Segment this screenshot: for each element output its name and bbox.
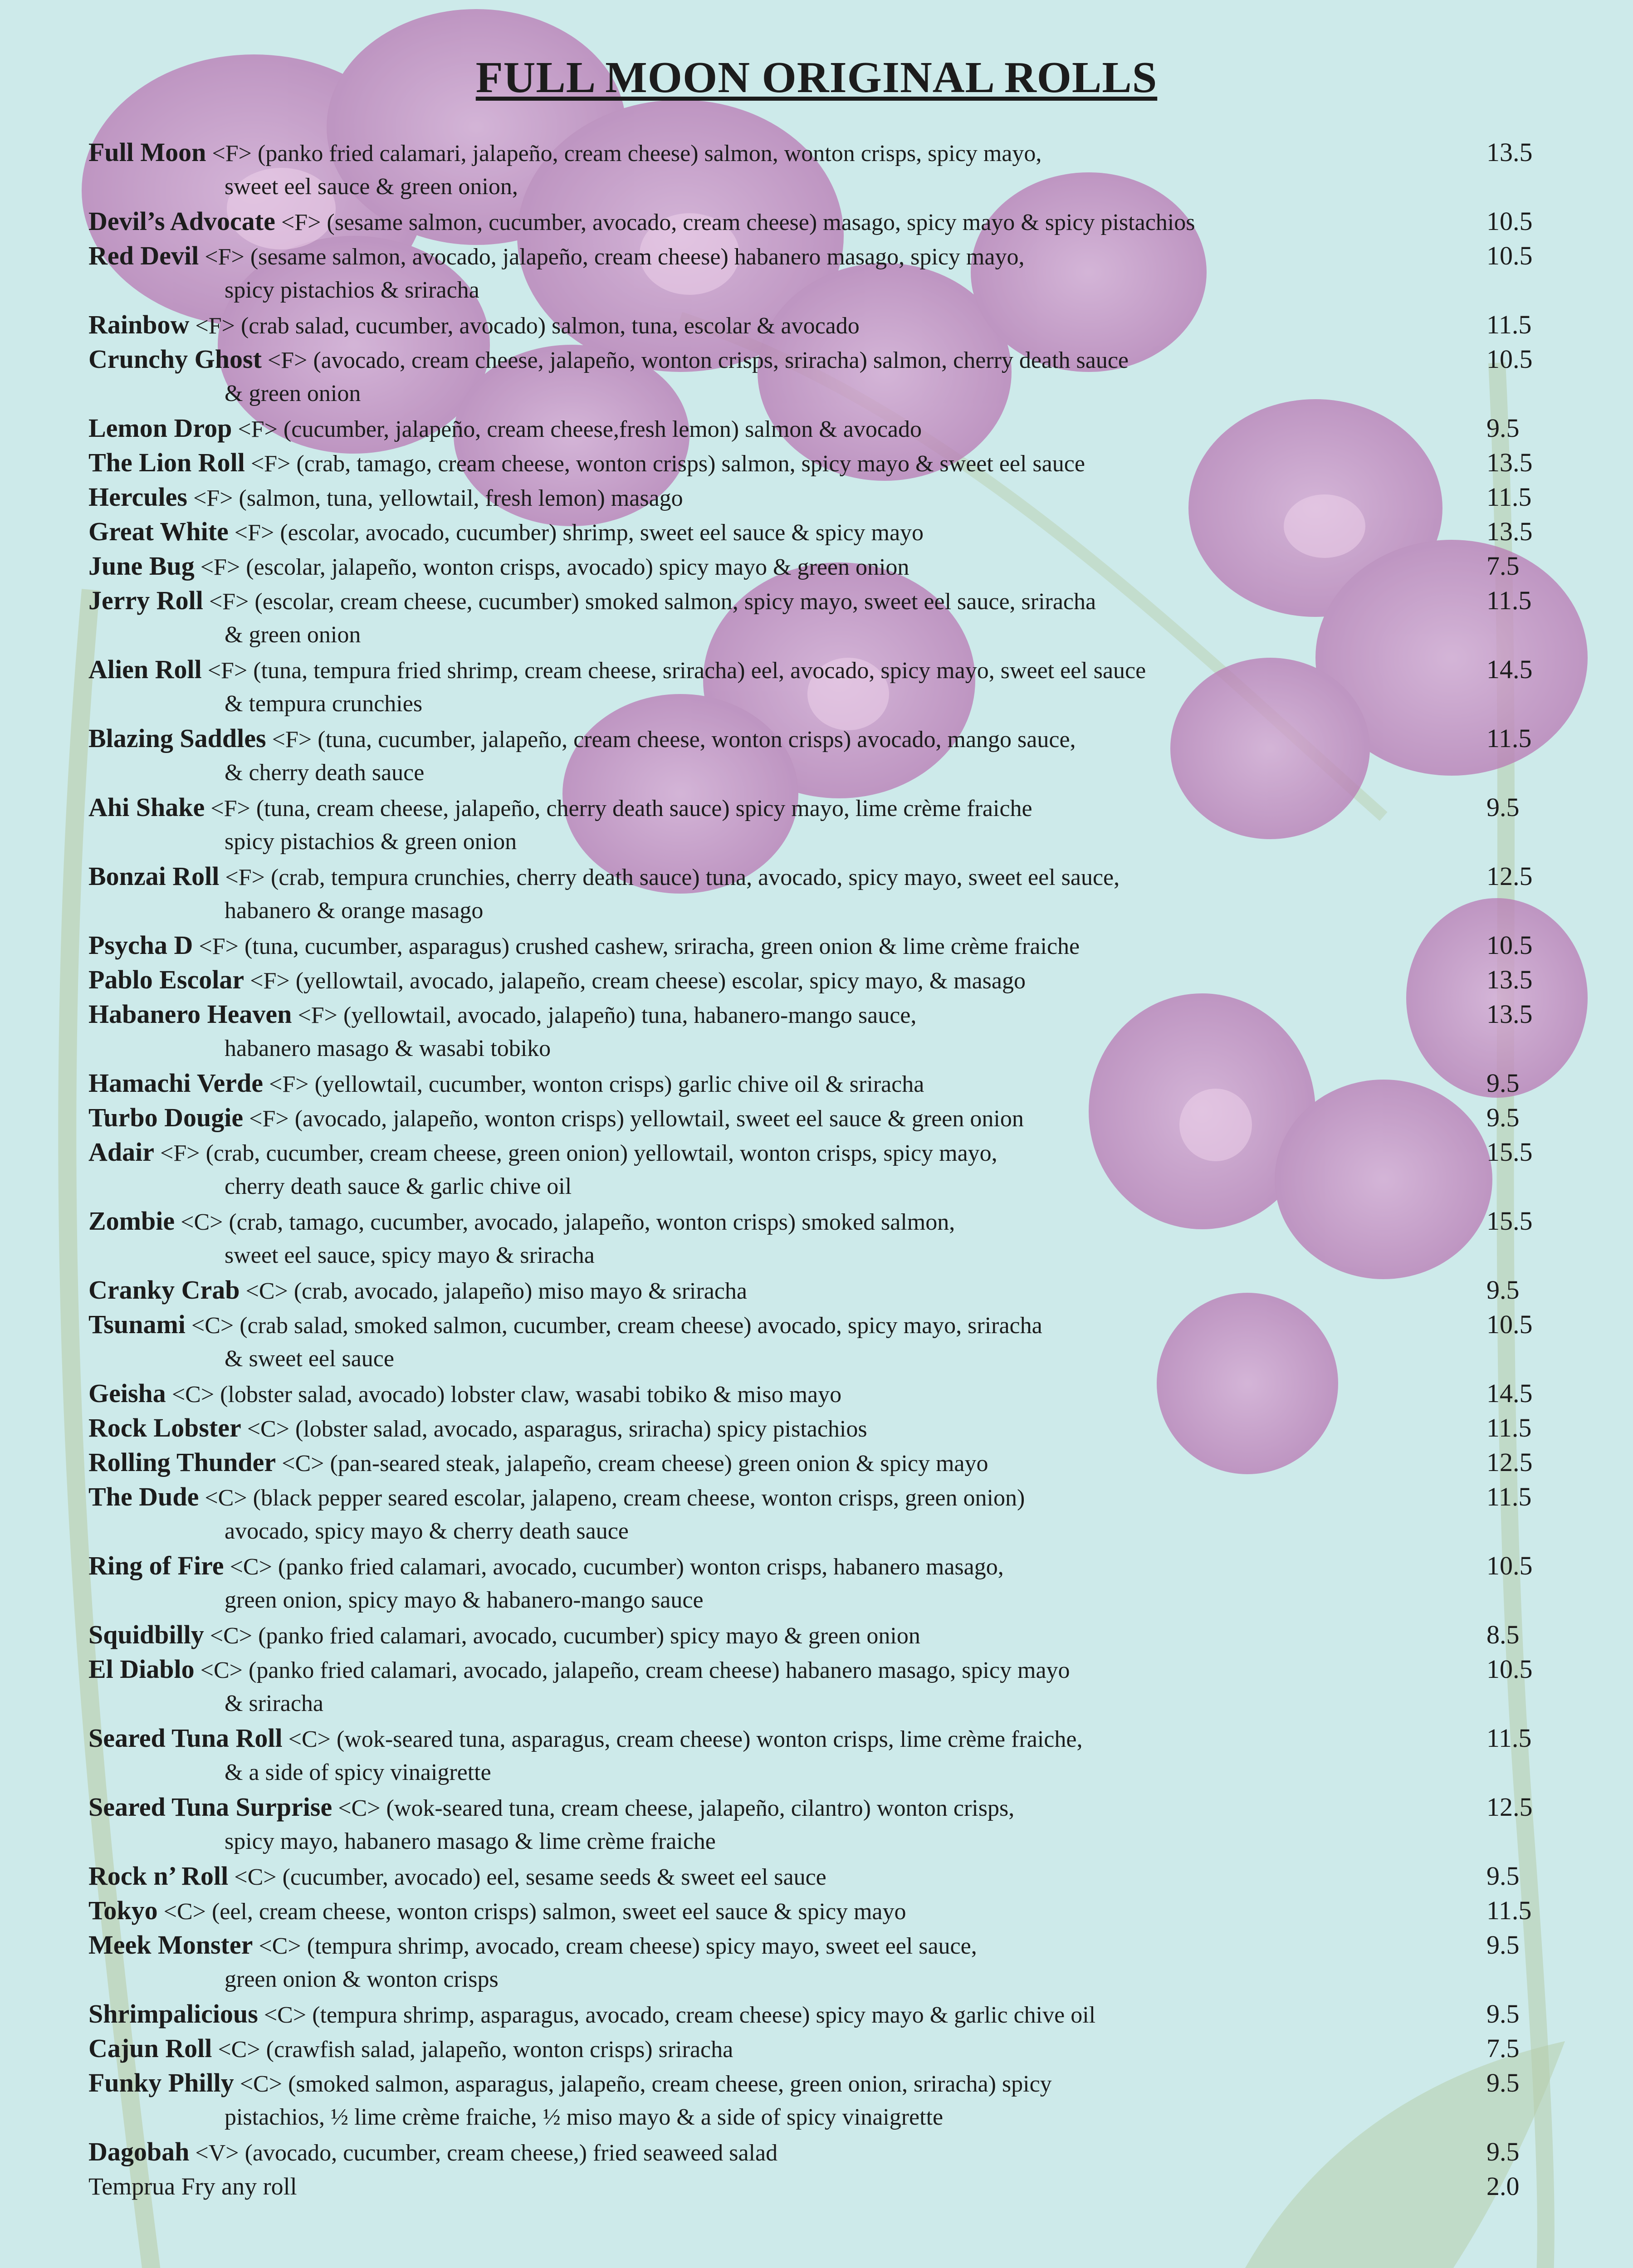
menu-item-line (88, 1721, 1558, 1755)
roll-description-continued: & sweet eel sauce (225, 1346, 394, 1372)
roll-description: <C> (crab salad, smoked salmon, cucumber, cream cheese) avocado, spicy mayo, sriracha (191, 1313, 1042, 1339)
roll-price: 15.5 (1486, 1206, 1533, 1236)
menu-item (88, 1721, 1558, 1790)
tempura-fry-price: 2.0 (1486, 2171, 1520, 2201)
menu-item-line (88, 1893, 1558, 1928)
menu-item (88, 1652, 1558, 1721)
menu-item-line (88, 1928, 1558, 1962)
roll-price: 9.5 (1486, 1861, 1520, 1891)
roll-price: 12.5 (1486, 1792, 1533, 1822)
menu-item (88, 1790, 1558, 1859)
roll-name: Turbo Dougie (88, 1103, 244, 1132)
menu-item (88, 1376, 1558, 1411)
roll-description: <F> (escolar, jalapeño, wonton crisps, avocado) spicy mayo & green onion (200, 554, 909, 580)
roll-name: Full Moon (88, 137, 206, 167)
roll-description-continued: & green onion (225, 622, 361, 648)
roll-price: 10.5 (1486, 241, 1533, 270)
roll-price: 11.5 (1486, 310, 1532, 339)
roll-description: <C> (tempura shrimp, asparagus, avocado, cream cheese) spicy mayo & garlic chive oil (264, 2002, 1096, 2028)
menu-item (88, 2031, 1558, 2066)
roll-description: <F> (panko fried calamari, jalapeño, cream cheese) salmon, wonton crisps, spicy mayo, (212, 141, 1042, 166)
roll-description-continued: green onion, spicy mayo & habanero-mango sauce (225, 1587, 704, 1613)
roll-name: Jerry Roll (88, 586, 203, 615)
roll-name: Shrimpalicious (88, 1999, 258, 2028)
menu-item-line (88, 928, 1558, 963)
roll-description: <C> (black pepper seared escolar, jalapeno, cream cheese, wonton crisps, green onion) (205, 1485, 1025, 1511)
roll-description: <C> (lobster salad, avocado, asparagus, sriracha) spicy pistachios (247, 1416, 867, 1442)
menu-item-line (88, 2066, 1558, 2100)
roll-description-continued: sweet eel sauce, spicy mayo & sriracha (225, 1242, 595, 1268)
menu-item-line (88, 1997, 1558, 2031)
roll-price: 12.5 (1486, 861, 1533, 891)
menu-item (88, 445, 1558, 480)
roll-description-continued: pistachios, ½ lime crème fraiche, ½ miso mayo & a side of spicy vinaigrette (225, 2104, 944, 2130)
roll-name: Seared Tuna Roll (88, 1723, 283, 1753)
roll-description: <F> (avocado, jalapeño, wonton crisps) yellowtail, sweet eel sauce & green onion (249, 1106, 1024, 1132)
roll-name: El Diablo (88, 1654, 195, 1684)
menu-item-line (88, 721, 1558, 756)
menu-item-line (88, 1307, 1558, 1342)
roll-name: Rock Lobster (88, 1413, 241, 1442)
roll-name: Red Devil (88, 241, 199, 270)
menu-item-line (88, 1480, 1558, 1514)
roll-description: <F> (yellowtail, avocado, jalapeño, cream cheese) escolar, spicy mayo, & masago (250, 968, 1026, 994)
roll-name: Hamachi Verde (88, 1068, 264, 1098)
roll-price: 9.5 (1486, 2068, 1520, 2097)
roll-price: 13.5 (1486, 448, 1533, 477)
roll-name: Habanero Heaven (88, 999, 292, 1029)
roll-price: 9.5 (1486, 1103, 1520, 1132)
roll-price: 10.5 (1486, 344, 1533, 374)
menu-item (88, 239, 1558, 308)
menu-item-line (88, 652, 1558, 687)
roll-description-continued: spicy mayo, habanero masago & lime crème fraiche (225, 1828, 716, 1854)
tempura-fry-label: Temprua Fry (88, 2173, 215, 2200)
menu-item-line (88, 1790, 1558, 1824)
roll-description: <V> (avocado, cucumber, cream cheese,) fried seaweed salad (195, 2140, 778, 2166)
menu-item-line (88, 1273, 1558, 1307)
roll-price: 11.5 (1486, 586, 1532, 615)
roll-name: Rock n’ Roll (88, 1861, 229, 1891)
menu-item (88, 1445, 1558, 1480)
roll-description: <F> (crab, tempura crunchies, cherry death sauce) tuna, avocado, spicy mayo, sweet eel sauce, (225, 865, 1120, 890)
roll-name: Blazing Saddles (88, 723, 266, 753)
menu-item (88, 1411, 1558, 1445)
roll-name: Ahi Shake (88, 792, 205, 822)
menu-item (88, 1928, 1558, 1997)
menu-item-line (88, 1204, 1558, 1238)
menu-item (88, 2066, 1558, 2135)
roll-description-continued: & cherry death sauce (225, 760, 425, 786)
roll-description: <F> (yellowtail, cucumber, wonton crisps) garlic chive oil & sriracha (269, 1071, 924, 1097)
roll-price: 10.5 (1486, 1654, 1533, 1684)
roll-price: 8.5 (1486, 1620, 1520, 1649)
roll-name: The Dude (88, 1482, 199, 1511)
roll-description: <C> (crab, tamago, cucumber, avocado, jalapeño, wonton crisps) smoked salmon, (181, 1209, 955, 1235)
roll-name: The Lion Roll (88, 448, 245, 477)
roll-description: <F> (avocado, cream cheese, jalapeño, wonton crisps, sriracha) salmon, cherry death sauce (267, 347, 1129, 373)
roll-description: <F> (escolar, avocado, cucumber) shrimp, sweet eel sauce & spicy mayo (234, 520, 924, 546)
roll-description: <C> (smoked salmon, asparagus, jalapeño, cream cheese, green onion, sriracha) spicy (240, 2071, 1052, 2097)
menu-item (88, 1273, 1558, 1307)
menu-item-line (88, 1066, 1558, 1100)
roll-name: Devil’s Advocate (88, 206, 275, 236)
roll-price: 7.5 (1486, 551, 1520, 581)
roll-price: 10.5 (1486, 206, 1533, 236)
roll-name: Cranky Crab (88, 1275, 240, 1305)
roll-price: 14.5 (1486, 1378, 1533, 1408)
roll-description: <F> (escolar, cream cheese, cucumber) smoked salmon, spicy mayo, sweet eel sauce, sriracha (209, 589, 1096, 615)
roll-price: 11.5 (1486, 1482, 1532, 1511)
roll-price: 9.5 (1486, 1068, 1520, 1098)
menu-item-line (88, 204, 1558, 239)
roll-description-continued: spicy pistachios & green onion (225, 829, 517, 855)
menu-item-line (88, 308, 1558, 342)
roll-price: 13.5 (1486, 965, 1533, 994)
tempura-fry-description: any roll (221, 2173, 297, 2200)
roll-description: <C> (panko fried calamari, avocado, cucumber) wonton crisps, habanero masago, (230, 1554, 1004, 1580)
roll-name: Dagobah (88, 2137, 190, 2166)
menu-item (88, 997, 1558, 1066)
roll-description: <C> (crawfish salad, jalapeño, wonton crisps) sriracha (218, 2037, 733, 2063)
roll-description: <F> (tuna, cucumber, jalapeño, cream cheese, wonton crisps) avocado, mango sauce, (272, 727, 1076, 753)
roll-description: <F> (yellowtail, avocado, jalapeño) tuna, habanero-mango sauce, (298, 1002, 917, 1028)
roll-description-continued: & sriracha (225, 1691, 324, 1716)
roll-name: Rainbow (88, 310, 190, 339)
roll-price: 13.5 (1486, 517, 1533, 546)
menu-item-line (88, 859, 1558, 894)
roll-description: <C> (crab, avocado, jalapeño) miso mayo & sriracha (245, 1278, 748, 1304)
roll-price: 12.5 (1486, 1447, 1533, 1477)
roll-price: 13.5 (1486, 999, 1533, 1029)
menu-item (88, 1066, 1558, 1100)
roll-description-continued: & green onion (225, 381, 361, 406)
roll-price: 11.5 (1486, 1413, 1532, 1442)
roll-name: Zombie (88, 1206, 175, 1236)
roll-name: Alien Roll (88, 655, 202, 684)
menu-item-line (88, 963, 1558, 997)
menu-item (88, 308, 1558, 342)
menu-item (88, 1204, 1558, 1273)
roll-price: 14.5 (1486, 655, 1533, 684)
roll-name: Rolling Thunder (88, 1447, 276, 1477)
menu-item (88, 1480, 1558, 1549)
roll-price: 9.5 (1486, 792, 1520, 822)
roll-price: 7.5 (1486, 2033, 1520, 2063)
menu-item (88, 1997, 1558, 2031)
menu-item-line (88, 583, 1558, 618)
menu-item (88, 1549, 1558, 1618)
roll-description-continued: green onion & wonton crisps (225, 1966, 499, 1992)
menu-item-line (88, 239, 1558, 273)
menu-item (88, 480, 1558, 514)
roll-name: Adair (88, 1137, 154, 1167)
roll-price: 9.5 (1486, 413, 1520, 443)
roll-description: <C> (cucumber, avocado) eel, sesame seeds & sweet eel sauce (234, 1864, 826, 1890)
roll-description: <C> (wok-seared tuna, cream cheese, jalapeño, cilantro) wonton crisps, (338, 1795, 1015, 1821)
menu-item (88, 790, 1558, 859)
roll-price: 13.5 (1486, 137, 1533, 167)
roll-description: <F> (sesame salmon, cucumber, avocado, cream cheese) masago, spicy mayo & spicy pistachios (281, 210, 1195, 235)
roll-description: <C> (panko fried calamari, avocado, jalapeño, cream cheese) habanero masago, spicy mayo (200, 1657, 1070, 1683)
roll-name: Crunchy Ghost (88, 344, 262, 374)
roll-name: Hercules (88, 482, 187, 512)
roll-name: Bonzai Roll (88, 861, 220, 891)
menu-item-line (88, 1100, 1558, 1135)
roll-price: 11.5 (1486, 482, 1532, 512)
roll-name: Squidbilly (88, 1620, 204, 1649)
menu-item-line (88, 1445, 1558, 1480)
roll-description: <C> (wok-seared tuna, asparagus, cream cheese) wonton crisps, lime crème fraiche, (288, 1726, 1083, 1752)
roll-description: <C> (eel, cream cheese, wonton crisps) salmon, sweet eel sauce & spicy mayo (163, 1899, 906, 1925)
roll-price: 11.5 (1486, 1723, 1532, 1753)
roll-name: Pablo Escolar (88, 965, 244, 994)
roll-description: <F> (tuna, tempura fried shrimp, cream cheese, sriracha) eel, avocado, spicy mayo, sweet eel sauce (207, 658, 1146, 684)
roll-name: Seared Tuna Surprise (88, 1792, 332, 1822)
menu-item-line (88, 1549, 1558, 1583)
menu-item (88, 1618, 1558, 1652)
tempura-fry-line (88, 2169, 1558, 2204)
roll-price: 9.5 (1486, 2137, 1520, 2166)
roll-description: <F> (crab, tamago, cream cheese, wonton crisps) salmon, spicy mayo & sweet eel sauce (250, 451, 1085, 477)
menu-item (88, 928, 1558, 963)
roll-description-continued: habanero & orange masago (225, 898, 484, 924)
roll-description: <C> (panko fried calamari, avocado, cucumber) spicy mayo & green onion (210, 1623, 920, 1649)
roll-description: <C> (pan-seared steak, jalapeño, cream cheese) green onion & spicy mayo (282, 1451, 988, 1476)
roll-price: 11.5 (1486, 1896, 1532, 1925)
menu-item-line (88, 1618, 1558, 1652)
roll-description: <F> (crab salad, cucumber, avocado) salmon, tuna, escolar & avocado (195, 313, 860, 339)
roll-description-continued: cherry death sauce & garlic chive oil (225, 1173, 572, 1199)
roll-name: Ring of Fire (88, 1551, 224, 1580)
roll-name: Meek Monster (88, 1930, 253, 1960)
roll-price: 15.5 (1486, 1137, 1533, 1167)
menu-item-line (88, 2031, 1558, 2066)
menu-item-line (88, 1376, 1558, 1411)
roll-price: 10.5 (1486, 1551, 1533, 1580)
roll-price: 9.5 (1486, 1999, 1520, 2028)
roll-description-continued: & a side of spicy vinaigrette (225, 1760, 491, 1785)
menu-item (88, 1859, 1558, 1893)
menu-item (88, 514, 1558, 549)
menu-item (88, 342, 1558, 411)
roll-name: Funky Philly (88, 2068, 234, 2097)
menu-item (88, 204, 1558, 239)
roll-price: 10.5 (1486, 930, 1533, 960)
menu-item (88, 1893, 1558, 1928)
roll-description-continued: & tempura crunchies (225, 691, 423, 717)
menu-item-line (88, 342, 1558, 376)
menu-item (88, 1100, 1558, 1135)
roll-price: 9.5 (1486, 1275, 1520, 1305)
menu-item-line (88, 1411, 1558, 1445)
menu-item-line (88, 480, 1558, 514)
roll-name: Psycha D (88, 930, 193, 960)
menu-item (88, 2135, 1558, 2169)
menu-item (88, 583, 1558, 652)
roll-description: <C> (lobster salad, avocado) lobster claw, wasabi tobiko & miso mayo (171, 1382, 842, 1408)
roll-name: Geisha (88, 1378, 166, 1408)
menu-item (88, 1307, 1558, 1376)
menu-item (88, 411, 1558, 445)
roll-price: 9.5 (1486, 1930, 1520, 1960)
roll-list (88, 135, 1558, 2204)
menu-item-line (88, 790, 1558, 825)
menu-item (88, 1135, 1558, 1204)
roll-name: June Bug (88, 551, 195, 581)
roll-description: <F> (tuna, cucumber, asparagus) crushed cashew, sriracha, green onion & lime crème fraiche (199, 934, 1080, 959)
roll-name: Lemon Drop (88, 413, 232, 443)
menu-item (88, 859, 1558, 928)
menu-item (88, 135, 1558, 204)
menu-item-line (88, 997, 1558, 1031)
roll-name: Tsunami (88, 1310, 186, 1339)
menu-item-line (88, 2135, 1558, 2169)
roll-price: 10.5 (1486, 1310, 1533, 1339)
menu-item-line (88, 411, 1558, 445)
menu-item-line (88, 1135, 1558, 1169)
roll-name: Cajun Roll (88, 2033, 212, 2063)
menu-item (88, 652, 1558, 721)
menu-item-line (88, 514, 1558, 549)
roll-description: <C> (tempura shrimp, avocado, cream cheese) spicy mayo, sweet eel sauce, (259, 1933, 977, 1959)
roll-description-continued: sweet eel sauce & green onion, (225, 174, 518, 200)
menu-item-line (88, 445, 1558, 480)
menu-item (88, 963, 1558, 997)
roll-description-continued: avocado, spicy mayo & cherry death sauce (225, 1518, 629, 1544)
menu-item-line (88, 1652, 1558, 1686)
menu-item-line (88, 1859, 1558, 1893)
roll-name: Great White (88, 517, 229, 546)
menu-item-line (88, 135, 1558, 170)
menu-item (88, 721, 1558, 790)
tempura-fry-option (88, 2169, 1558, 2204)
menu-item-line (88, 549, 1558, 583)
roll-description: <F> (crab, cucumber, cream cheese, green onion) yellowtail, wonton crisps, spicy mayo, (160, 1140, 997, 1166)
roll-description: <F> (sesame salmon, avocado, jalapeño, cream cheese) habanero masago, spicy mayo, (205, 244, 1025, 270)
roll-description: <F> (cucumber, jalapeño, cream cheese,fresh lemon) salmon & avocado (238, 416, 922, 442)
roll-description-continued: habanero masago & wasabi tobiko (225, 1036, 551, 1061)
roll-description: <F> (salmon, tuna, yellowtail, fresh lemon) masago (193, 485, 683, 511)
roll-name: Tokyo (88, 1896, 158, 1925)
roll-price: 11.5 (1486, 723, 1532, 753)
roll-description: <F> (tuna, cream cheese, jalapeño, cherry death sauce) spicy mayo, lime crème fraiche (210, 796, 1032, 821)
menu-title: FULL MOON ORIGINAL ROLLS (475, 53, 1158, 102)
menu-item (88, 549, 1558, 583)
roll-description-continued: spicy pistachios & sriracha (225, 277, 479, 303)
